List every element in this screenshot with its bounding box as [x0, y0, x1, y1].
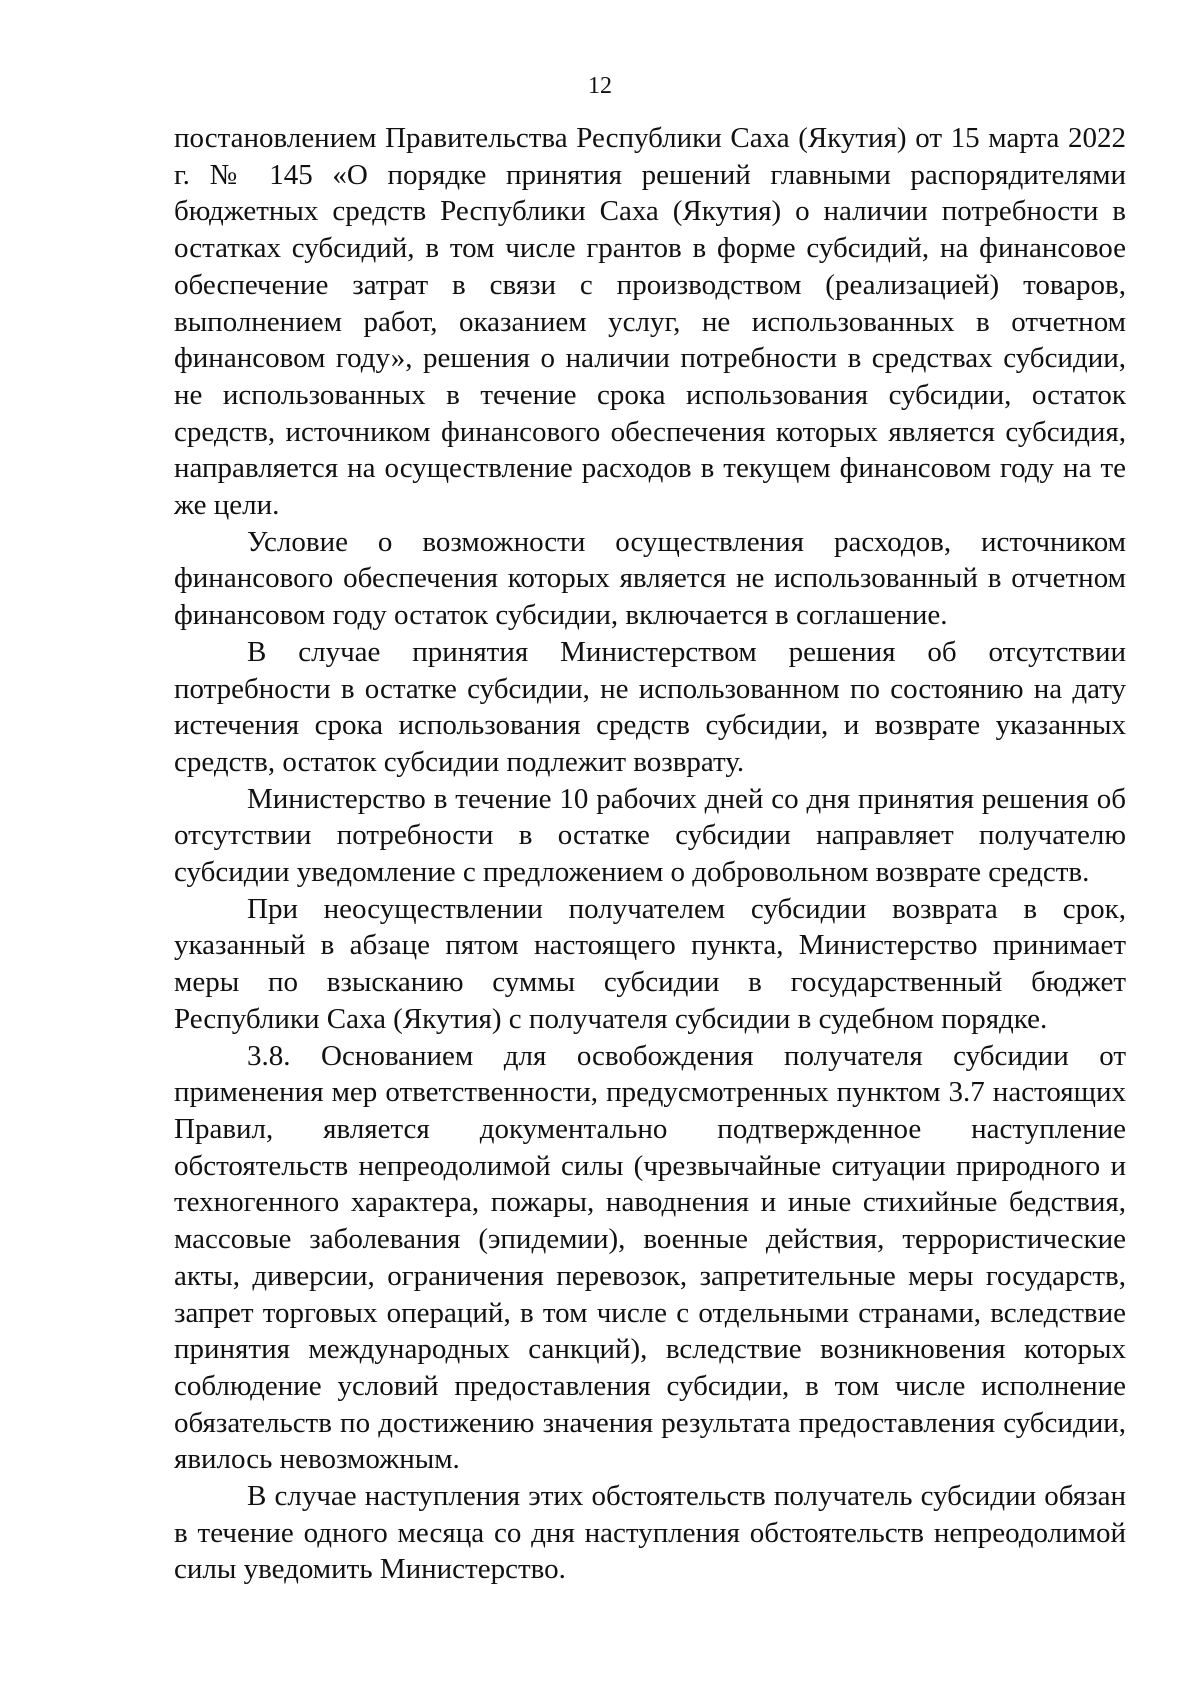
paragraph-5: При неосуществлении получателем субсидии возврата в срок, указанный в абзаце пятом настоящего пункта, Министерство принимает меры по взысканию суммы субсидии в государственный бюджет Республики Саха (Якутия) с получателя субсидии в судебном порядке. — [174, 892, 1126, 1035]
page-number: 12 — [588, 73, 612, 99]
document-body — [174, 120, 1126, 1588]
paragraph-1: постановлением Правительства Республики Саха (Якутия) от 15 марта 2022 г. № 145 «О порядке принятия решений главными распорядителями бюджетных средств Республики Саха (Якутия) о наличии потребности в остатках субсидий, в том числе грантов в форме субсидий, на финансовое обеспечение затрат в связи с производством (реализацией) товаров, выполнением работ, оказанием услуг, не использованных в отчетном финансовом году», решения о наличии потребности в средствах субсидии, не использованных в течение срока использования субсидии, остаток средств, источником финансового обеспечения которых является субсидия, направляется на осуществление расходов в текущем финансовом году на те же цели. — [174, 122, 1126, 522]
paragraph-4: Министерство в течение 10 рабочих дней со дня принятия решения об отсутствии потребности в остатке субсидии направляет получателю субсидии уведомление с предложением о добровольном возврате средств. — [174, 782, 1126, 889]
paragraph-6: 3.8. Основанием для освобождения получателя субсидии от применения мер ответственности, предусмотренных пунктом 3.7 настоящих Правил, является документально подтвержденное наступление обстоятельств непреодолимой силы (чрезвычайные ситуации природного и техногенного характера, пожары, наводнения и иные стихийные бедствия, массовые заболевания (эпидемии), военные действия, террористические акты, диверсии, ограничения перевозок, запретительные меры государств, запрет торговых операций, в том числе с отдельными странами, вследствие принятия международных санкций), вследствие возникновения которых соблюдение условий предоставления субсидии, в том числе исполнение обязательств по достижению значения результата предоставления субсидии, явилось невозможным. — [174, 1039, 1126, 1476]
paragraph-7: В случае наступления этих обстоятельств получатель субсидии обязан в течение одного месяца со дня наступления обстоятельств непреодолимой силы уведомить Министерство. — [174, 1480, 1126, 1586]
paragraph-3: В случае принятия Министерством решения об отсутствии потребности в остатке субсидии, не использованном по состоянию на дату истечения срока использования средств субсидии, и возврате указанных средств, остаток субсидии подлежит возврату. — [174, 635, 1126, 778]
paragraph-2: Условие о возможности осуществления расходов, источником финансового обеспечения которых является не использованный в отчетном финансовом году остаток субсидии, включается в соглашение. — [174, 525, 1126, 632]
